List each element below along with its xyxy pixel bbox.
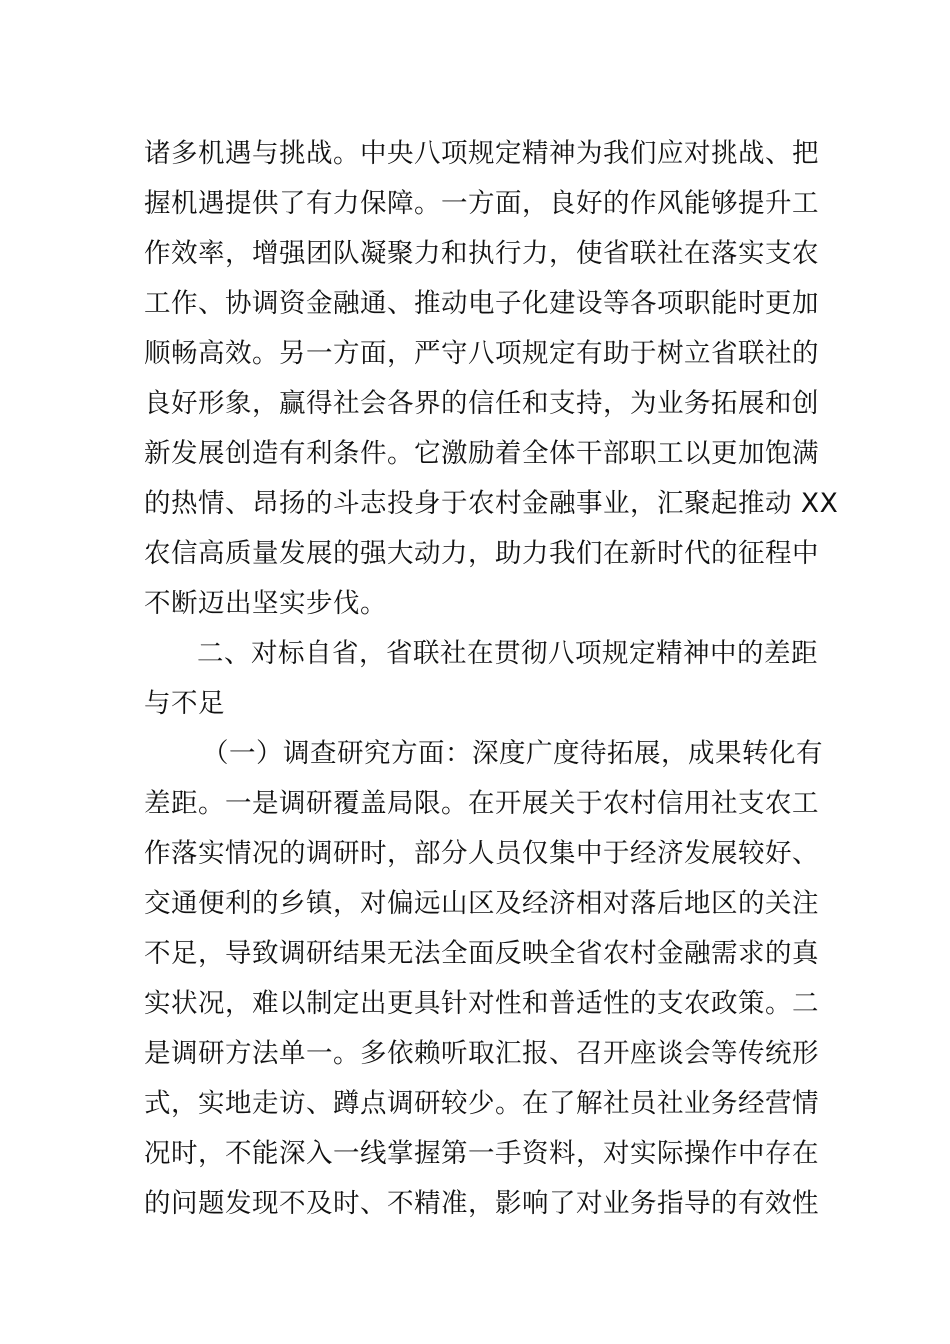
- text-line: 是调研方法单一。多依赖听取汇报、召开座谈会等传统形: [144, 1038, 819, 1069]
- section-heading-two: [144, 629, 818, 729]
- text-line: 交通便利的乡镇，对偏远山区及经济相对落后地区的关注: [144, 888, 819, 919]
- text-line: 良好形象，赢得社会各界的信任和支持，为业务拓展和创: [144, 388, 819, 419]
- text-line: 实状况，难以制定出更具针对性和普适性的支农政策。二: [144, 988, 819, 1019]
- paragraph-research: [144, 729, 823, 1229]
- text-line: （一）调查研究方面：深度广度待拓展，成果转化有: [202, 738, 823, 769]
- heading-line: 二、对标自省，省联社在贯彻八项规定精神中的差距: [197, 638, 818, 669]
- text-line: 作落实情况的调研时，部分人员仅集中于经济发展较好、: [144, 838, 819, 869]
- text-line: 握机遇提供了有力保障。一方面，良好的作风能够提升工: [144, 188, 819, 219]
- text-line: 诸多机遇与挑战。中央八项规定精神为我们应对挑战、把: [144, 138, 819, 169]
- text-line: 不足，导致调研结果无法全面反映全省农村金融需求的真: [144, 938, 819, 969]
- text-line: 差距。一是调研覆盖局限。在开展关于农村信用社支农工: [144, 788, 819, 819]
- document-body: [144, 129, 839, 1229]
- text-line: 工作、协调资金融通、推动电子化建设等各项职能时更加: [144, 288, 819, 319]
- text-line: 式，实地走访、蹲点调研较少。在了解社员社业务经营情: [144, 1088, 819, 1119]
- text-line: 新发展创造有利条件。它激励着全体干部职工以更加饱满: [144, 438, 819, 469]
- text-line: 农信高质量发展的强大动力，助力我们在新时代的征程中: [144, 538, 819, 569]
- text-line: 的热情、昂扬的斗志投身于农村金融事业，汇聚起推动 XX: [144, 488, 839, 519]
- text-line: 不断迈出坚实步伐。: [144, 588, 387, 619]
- text-line: 况时，不能深入一线掌握第一手资料，对实际操作中存在: [144, 1138, 819, 1169]
- text-line: 作效率，增强团队凝聚力和执行力，使省联社在落实支农: [144, 238, 819, 269]
- text-line: 顺畅高效。另一方面，严守八项规定有助于树立省联社的: [144, 338, 819, 369]
- heading-line: 与不足: [144, 688, 225, 719]
- paragraph-opportunities: [144, 129, 839, 629]
- text-line: 的问题发现不及时、不精准，影响了对业务指导的有效性: [144, 1188, 819, 1219]
